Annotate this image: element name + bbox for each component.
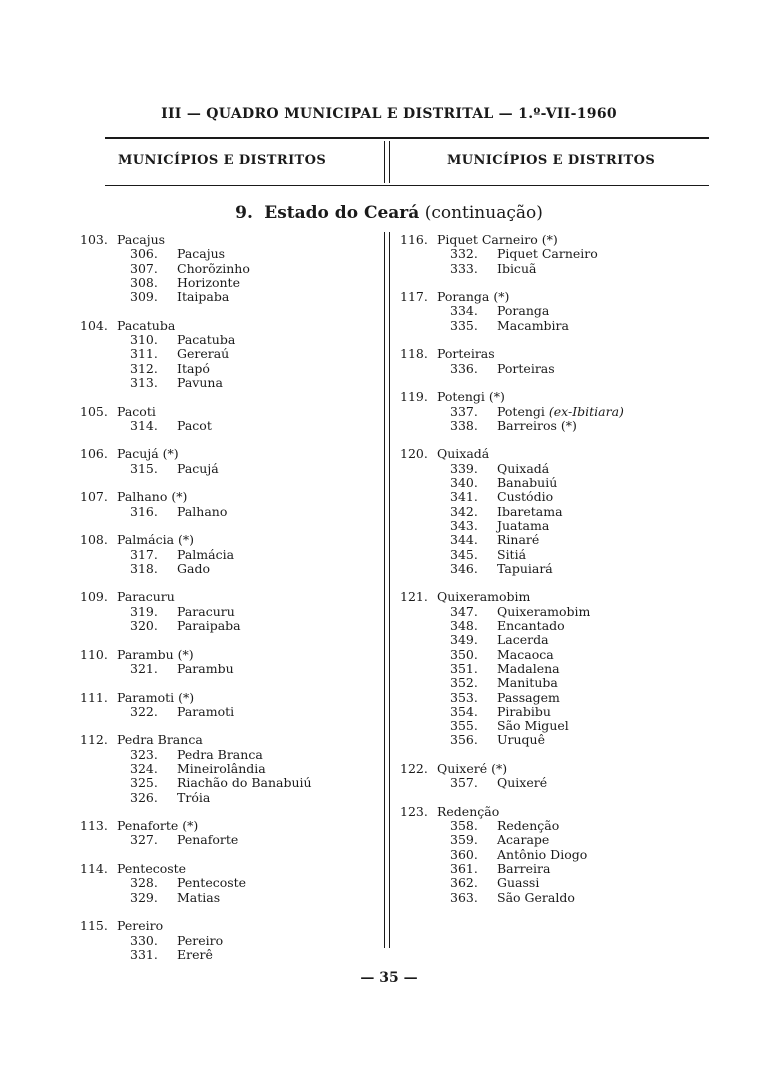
district-note: (ex-Ibitiara) xyxy=(548,403,624,419)
district-number: 319. xyxy=(130,603,158,619)
district-row xyxy=(400,862,700,876)
district-name: Ererê xyxy=(177,946,213,962)
municipality-entry xyxy=(80,233,380,304)
district-name: Sitiá xyxy=(497,546,527,562)
district-row xyxy=(80,247,380,261)
municipality-entry xyxy=(400,233,700,276)
district-number: 310. xyxy=(130,332,158,348)
district-name: Redenção xyxy=(497,818,560,834)
district-row xyxy=(400,405,700,419)
district-row xyxy=(80,948,380,962)
municipality-entry xyxy=(80,648,380,677)
district-name: Itaipaba xyxy=(177,289,230,305)
municipality-entry xyxy=(80,533,380,576)
district-row xyxy=(80,705,380,719)
municipality-number: 119. xyxy=(400,389,428,405)
municipality-entry xyxy=(80,819,380,848)
district-name: Acarape xyxy=(497,832,550,848)
district-row xyxy=(400,362,700,376)
district-name: Gereraú xyxy=(177,346,230,362)
municipality-name: Pacoti xyxy=(117,403,156,419)
municipality-entry xyxy=(80,405,380,434)
district-row xyxy=(400,319,700,333)
municipality-number: 121. xyxy=(400,589,428,605)
municipality-name: Piquet Carneiro (*) xyxy=(437,232,558,247)
district-number: 336. xyxy=(450,360,478,376)
district-row xyxy=(80,762,380,776)
district-row xyxy=(400,833,700,847)
district-number: 349. xyxy=(450,632,478,648)
district-number: 318. xyxy=(130,560,158,576)
district-number: 352. xyxy=(450,675,478,691)
column-header-right: MUNICÍPIOS E DISTRITOS xyxy=(447,153,656,168)
district-row xyxy=(80,748,380,762)
municipality-entry xyxy=(400,805,700,905)
district-row xyxy=(80,791,380,805)
municipality-row xyxy=(80,819,380,833)
district-row xyxy=(400,619,700,633)
district-row xyxy=(80,505,380,519)
district-number: 311. xyxy=(130,346,158,362)
district-name: São Geraldo xyxy=(497,889,575,905)
municipality-row xyxy=(80,648,380,662)
municipality-number: 106. xyxy=(80,446,108,462)
municipality-name: Pacatuba xyxy=(117,317,176,333)
district-number: 348. xyxy=(450,618,478,634)
municipality-row xyxy=(400,805,700,819)
district-number: 316. xyxy=(130,503,158,519)
district-name: Pacujá xyxy=(177,460,219,476)
municipality-name: Quixeré (*) xyxy=(437,760,508,776)
district-name: Quixeramobim xyxy=(497,603,591,619)
column-divider-header xyxy=(384,141,390,183)
municipality-entry xyxy=(80,590,380,633)
right-column xyxy=(400,233,700,919)
municipality-row xyxy=(80,533,380,547)
municipality-row xyxy=(80,919,380,933)
municipality-number: 103. xyxy=(80,232,108,247)
district-number: 334. xyxy=(450,303,478,319)
district-row xyxy=(80,362,380,376)
municipality-row xyxy=(80,691,380,705)
district-row xyxy=(400,705,700,719)
municipality-number: 118. xyxy=(400,346,428,362)
district-number: 312. xyxy=(130,360,158,376)
municipality-row xyxy=(80,862,380,876)
district-name: Pereiro xyxy=(177,932,224,948)
district-name: Juatama xyxy=(497,517,550,533)
district-number: 350. xyxy=(450,646,478,662)
municipality-row xyxy=(400,347,700,361)
district-number: 314. xyxy=(130,417,158,433)
municipality-name: Poranga (*) xyxy=(437,289,510,305)
district-number: 343. xyxy=(450,517,478,533)
district-number: 317. xyxy=(130,546,158,562)
district-number: 306. xyxy=(130,246,158,262)
district-name: Ibaretama xyxy=(497,503,563,519)
district-row xyxy=(80,605,380,619)
district-number: 361. xyxy=(450,861,478,877)
municipality-row xyxy=(400,390,700,404)
district-name: Palmácia xyxy=(177,546,235,562)
district-row xyxy=(80,776,380,790)
district-row xyxy=(400,819,700,833)
district-number: 353. xyxy=(450,689,478,705)
district-name: Penaforte xyxy=(177,832,239,848)
district-row xyxy=(400,562,700,576)
municipality-entry xyxy=(400,590,700,747)
district-number: 328. xyxy=(130,875,158,891)
district-number: 324. xyxy=(130,760,158,776)
district-name: Quixeré xyxy=(497,775,548,791)
district-name: Pacot xyxy=(177,417,212,433)
district-row xyxy=(400,505,700,519)
district-name: Madalena xyxy=(497,660,560,676)
municipality-name: Penaforte (*) xyxy=(117,818,199,834)
district-row xyxy=(400,304,700,318)
district-number: 323. xyxy=(130,746,158,762)
district-name: Paracuru xyxy=(177,603,235,619)
section-title xyxy=(0,203,778,223)
municipality-entry xyxy=(400,390,700,433)
municipality-row xyxy=(400,590,700,604)
municipality-row xyxy=(80,490,380,504)
district-row xyxy=(80,548,380,562)
district-row xyxy=(80,833,380,847)
district-name: Macambira xyxy=(497,317,569,333)
district-row xyxy=(400,876,700,890)
municipality-number: 104. xyxy=(80,317,108,333)
municipality-number: 112. xyxy=(80,732,108,748)
district-number: 342. xyxy=(450,503,478,519)
municipality-name: Potengi (*) xyxy=(437,389,505,405)
section-name: Estado do Ceará xyxy=(264,203,420,223)
district-row xyxy=(80,419,380,433)
district-row xyxy=(80,619,380,633)
municipality-entry xyxy=(80,447,380,476)
district-name: Passagem xyxy=(497,689,560,705)
district-name: Parambu xyxy=(177,660,234,676)
municipality-name: Pacajus xyxy=(117,232,166,247)
municipality-row xyxy=(400,762,700,776)
district-number: 341. xyxy=(450,489,478,505)
district-row xyxy=(80,462,380,476)
district-name: Pentecoste xyxy=(177,875,247,891)
district-row xyxy=(80,347,380,361)
district-row xyxy=(400,691,700,705)
district-number: 333. xyxy=(450,260,478,276)
municipality-number: 117. xyxy=(400,289,428,305)
municipality-number: 108. xyxy=(80,532,108,548)
district-number: 326. xyxy=(130,789,158,805)
municipality-number: 111. xyxy=(80,689,108,705)
municipality-entry xyxy=(80,691,380,720)
district-name: Barreiros (*) xyxy=(497,417,577,433)
section-number: 9. xyxy=(235,203,253,223)
municipality-entry xyxy=(400,290,700,333)
district-row xyxy=(80,333,380,347)
district-name: Macaoca xyxy=(497,646,554,662)
municipality-entry xyxy=(80,733,380,804)
municipality-number: 114. xyxy=(80,861,108,877)
district-number: 322. xyxy=(130,703,158,719)
municipality-row xyxy=(400,290,700,304)
district-name: Riachão do Banabuiú xyxy=(177,775,312,791)
district-row xyxy=(80,662,380,676)
municipality-number: 122. xyxy=(400,760,428,776)
municipality-name: Redenção xyxy=(437,803,500,819)
district-row xyxy=(80,934,380,948)
district-name: Manituba xyxy=(497,675,558,691)
district-name: Chorõzinho xyxy=(177,260,250,276)
district-name: Palhano xyxy=(177,503,228,519)
municipality-number: 113. xyxy=(80,818,108,834)
district-number: 347. xyxy=(450,603,478,619)
district-name: Itapó xyxy=(177,360,210,376)
district-name: Horizonte xyxy=(177,274,240,290)
district-number: 337. xyxy=(450,403,478,419)
district-number: 356. xyxy=(450,732,478,748)
municipality-entry xyxy=(400,762,700,791)
district-name: Lacerda xyxy=(497,632,549,648)
district-number: 354. xyxy=(450,703,478,719)
district-number: 307. xyxy=(130,260,158,276)
municipality-name: Quixeramobim xyxy=(437,589,531,605)
municipality-number: 110. xyxy=(80,646,108,662)
district-row xyxy=(400,490,700,504)
district-number: 309. xyxy=(130,289,158,305)
municipality-entry xyxy=(400,347,700,376)
district-row xyxy=(400,519,700,533)
district-name: Barreira xyxy=(497,861,551,877)
district-name: Porteiras xyxy=(497,360,555,376)
district-number: 360. xyxy=(450,846,478,862)
district-number: 338. xyxy=(450,417,478,433)
district-name: Banabuiú xyxy=(497,475,558,491)
district-name: Quixadá xyxy=(497,460,550,476)
municipality-name: Paracuru xyxy=(117,589,175,605)
district-number: 321. xyxy=(130,660,158,676)
district-row xyxy=(400,733,700,747)
section-suffix: (continuação) xyxy=(424,203,543,223)
district-name: Antônio Diogo xyxy=(497,846,588,862)
district-number: 339. xyxy=(450,460,478,476)
district-row xyxy=(400,891,700,905)
column-header-rule xyxy=(105,185,709,186)
district-row xyxy=(400,776,700,790)
column-divider xyxy=(384,232,390,948)
district-name: Pacatuba xyxy=(177,332,236,348)
municipality-number: 107. xyxy=(80,489,108,505)
municipality-number: 115. xyxy=(80,918,108,934)
page-number: — 35 — xyxy=(360,970,418,986)
municipality-name: Parambu (*) xyxy=(117,646,194,662)
municipality-row xyxy=(400,447,700,461)
district-row xyxy=(400,848,700,862)
district-name: Pirabibu xyxy=(497,703,551,719)
municipality-name: Palmácia (*) xyxy=(117,532,195,548)
district-number: 363. xyxy=(450,889,478,905)
district-name: Pacajus xyxy=(177,246,226,262)
district-row xyxy=(400,548,700,562)
district-name: Custódio xyxy=(497,489,554,505)
district-number: 346. xyxy=(450,560,478,576)
municipality-entry xyxy=(400,447,700,576)
district-name: Paramoti xyxy=(177,703,235,719)
municipality-entry xyxy=(80,490,380,519)
district-name: Tróia xyxy=(177,789,211,805)
district-number: 315. xyxy=(130,460,158,476)
district-number: 358. xyxy=(450,818,478,834)
municipality-row xyxy=(80,233,380,247)
district-name: Poranga xyxy=(497,303,550,319)
municipality-name: Quixadá xyxy=(437,446,490,462)
municipality-number: 109. xyxy=(80,589,108,605)
district-name: Mineirolândia xyxy=(177,760,266,776)
municipality-row xyxy=(400,233,700,247)
municipality-name: Porteiras xyxy=(437,346,495,362)
district-name: Potengi xyxy=(497,403,545,419)
district-number: 344. xyxy=(450,532,478,548)
municipality-name: Palhano (*) xyxy=(117,489,188,505)
municipality-entry xyxy=(80,319,380,390)
district-name: Piquet Carneiro xyxy=(497,246,598,262)
header-rule xyxy=(105,137,709,139)
municipality-name: Pedra Branca xyxy=(117,732,203,748)
district-name: Uruquê xyxy=(497,732,546,748)
district-row xyxy=(400,662,700,676)
district-number: 313. xyxy=(130,374,158,390)
district-row xyxy=(400,676,700,690)
district-number: 308. xyxy=(130,274,158,290)
district-number: 340. xyxy=(450,475,478,491)
district-name: São Miguel xyxy=(497,718,569,734)
municipality-number: 116. xyxy=(400,232,428,247)
district-name: Gado xyxy=(177,560,210,576)
district-name: Paraipaba xyxy=(177,618,241,634)
district-name: Guassi xyxy=(497,875,540,891)
column-header-left: MUNICÍPIOS E DISTRITOS xyxy=(118,153,327,168)
district-number: 351. xyxy=(450,660,478,676)
municipality-number: 123. xyxy=(400,803,428,819)
district-row xyxy=(80,290,380,304)
district-name: Pedra Branca xyxy=(177,746,263,762)
district-row xyxy=(80,276,380,290)
district-row xyxy=(400,262,700,276)
page-header: III — QUADRO MUNICIPAL E DISTRITAL — 1.º-VII-1960 xyxy=(161,106,617,122)
district-row xyxy=(400,605,700,619)
district-name: Rinaré xyxy=(497,532,540,548)
left-column xyxy=(80,233,380,976)
district-row xyxy=(80,891,380,905)
district-row xyxy=(80,376,380,390)
district-number: 332. xyxy=(450,246,478,262)
municipality-row xyxy=(80,319,380,333)
district-row xyxy=(400,719,700,733)
municipality-entry xyxy=(80,862,380,905)
district-row xyxy=(80,262,380,276)
district-name: Matias xyxy=(177,889,221,905)
district-number: 355. xyxy=(450,718,478,734)
municipality-row xyxy=(80,447,380,461)
municipality-row xyxy=(80,405,380,419)
district-number: 320. xyxy=(130,618,158,634)
district-row xyxy=(400,648,700,662)
district-number: 359. xyxy=(450,832,478,848)
district-number: 329. xyxy=(130,889,158,905)
district-row xyxy=(400,633,700,647)
district-name: Tapuiará xyxy=(497,560,553,576)
municipality-name: Pacujá (*) xyxy=(117,446,179,462)
district-name: Pavuna xyxy=(177,374,223,390)
district-row xyxy=(400,476,700,490)
district-number: 335. xyxy=(450,317,478,333)
municipality-row xyxy=(80,590,380,604)
municipality-entry xyxy=(80,919,380,962)
district-row xyxy=(80,562,380,576)
district-number: 345. xyxy=(450,546,478,562)
district-row xyxy=(400,419,700,433)
district-number: 330. xyxy=(130,932,158,948)
district-number: 331. xyxy=(130,946,158,962)
district-name: Ibicuã xyxy=(497,260,537,276)
district-row xyxy=(400,247,700,261)
district-row xyxy=(80,876,380,890)
district-number: 357. xyxy=(450,775,478,791)
municipality-name: Paramoti (*) xyxy=(117,689,195,705)
district-number: 362. xyxy=(450,875,478,891)
municipality-row xyxy=(80,733,380,747)
municipality-number: 120. xyxy=(400,446,428,462)
municipality-number: 105. xyxy=(80,403,108,419)
district-row xyxy=(400,533,700,547)
district-row xyxy=(400,462,700,476)
district-name: Encantado xyxy=(497,618,565,634)
municipality-name: Pentecoste xyxy=(117,861,187,877)
municipality-name: Pereiro xyxy=(117,918,164,934)
district-number: 327. xyxy=(130,832,158,848)
district-number: 325. xyxy=(130,775,158,791)
